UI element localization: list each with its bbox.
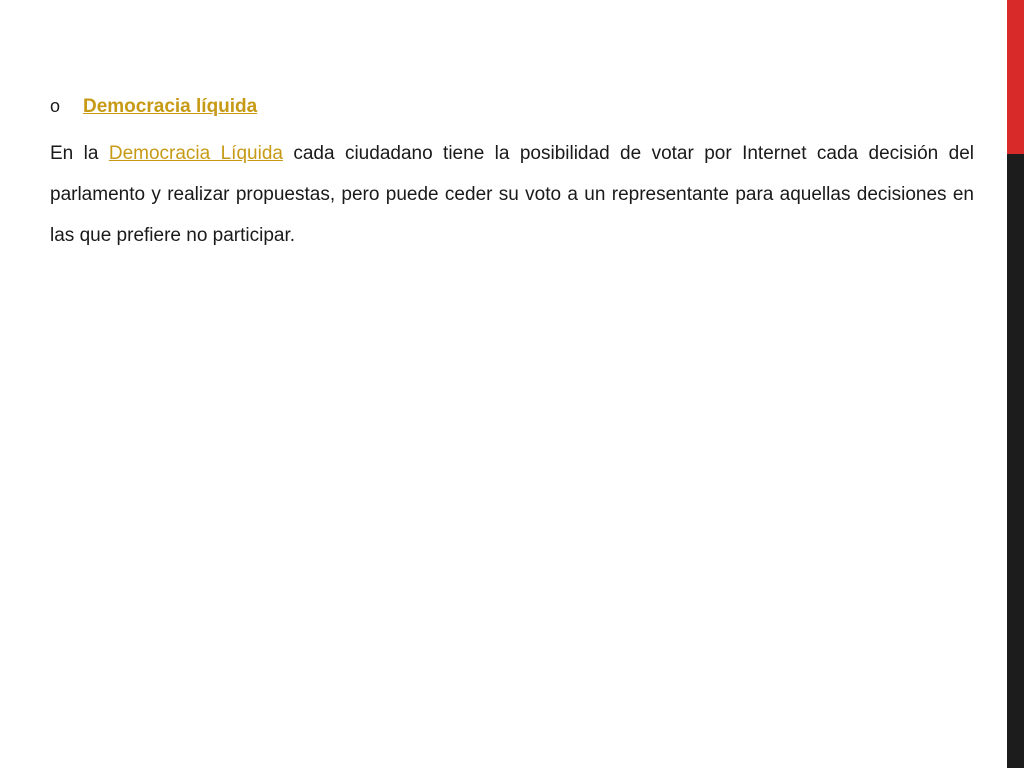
slide-content [50, 92, 974, 256]
bullet-item [50, 92, 974, 121]
body-paragraph [50, 133, 974, 256]
accent-bar-dark [1007, 154, 1024, 768]
accent-bar-red [1007, 0, 1024, 154]
paragraph-suffix: cada ciudadano tiene la posibilidad de votar por Internet cada decisión del parlamento y realizar propuestas, pero puede ceder su voto a un representante para aquellas decisiones en las que prefiere no participar. [50, 143, 974, 246]
democracia-liquida-inline-link[interactable]: Democracia Líquida [108, 143, 283, 164]
paragraph-prefix: En la [50, 143, 109, 164]
bullet-marker: o [50, 96, 61, 116]
democracia-liquida-heading-link[interactable]: Democracia líquida [83, 96, 258, 117]
